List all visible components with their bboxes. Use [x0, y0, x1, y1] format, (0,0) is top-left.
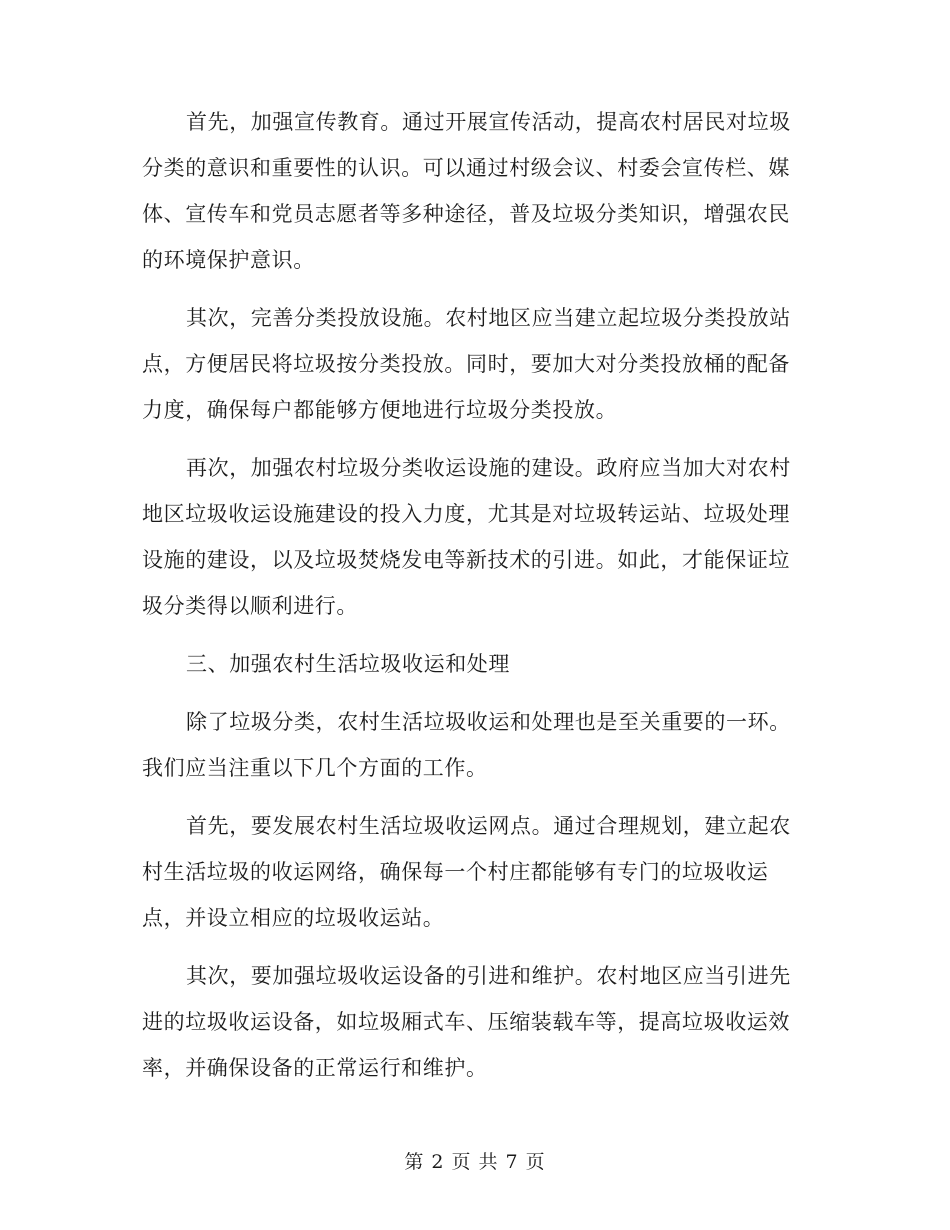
text-line: 首先，要发展农村生活垃圾收运网点。通过合理规划，建立起农: [186, 814, 791, 838]
text-line: 地区垃圾收运设施建设的投入力度，尤其是对垃圾转运站、垃圾处理: [142, 502, 790, 526]
page-number-footer: 第 2 页 共 7 页: [404, 1151, 546, 1173]
text-line: 除了垃圾分类，农村生活垃圾收运和处理也是至关重要的一环。: [186, 710, 791, 734]
text-line: 村生活垃圾的收运网络，确保每一个村庄都能够有专门的垃圾收运: [142, 860, 769, 884]
text-line: 进的垃圾收运设备，如垃圾厢式车、压缩装载车等，提高垃圾收运效: [142, 1010, 790, 1034]
paragraph-equipment: [142, 953, 802, 1091]
text-line: 分类的意识和重要性的认识。可以通过村级会议、村委会宣传栏、媒: [142, 156, 790, 180]
text-line: 我们应当注重以下几个方面的工作。: [142, 756, 488, 780]
text-line: 点，并设立相应的垃圾收运站。: [142, 906, 445, 930]
heading-line: 三、加强农村生活垃圾收运和处理: [186, 652, 510, 676]
paragraph-facilities: [142, 295, 802, 433]
text-line: 率，并确保设备的正常运行和维护。: [142, 1056, 488, 1080]
text-line: 再次，加强农村垃圾分类收运设施的建设。政府应当加大对农村: [186, 456, 791, 480]
paragraph-intro: [142, 699, 802, 791]
text-line: 力度，确保每户都能够方便地进行垃圾分类投放。: [142, 398, 618, 422]
text-line: 首先，加强宣传教育。通过开展宣传活动，提高农村居民对垃圾: [186, 110, 791, 134]
section-heading: [142, 641, 802, 687]
text-line: 点，方便居民将垃圾按分类投放。同时，要加大对分类投放桶的配备: [142, 352, 790, 376]
text-line: 圾分类得以顺利进行。: [142, 594, 358, 618]
paragraph-publicity: [142, 99, 802, 283]
text-line: 设施的建设，以及垃圾焚烧发电等新技术的引进。如此，才能保证垃: [142, 548, 790, 572]
text-line: 的环境保护意识。: [142, 248, 315, 272]
text-line: 体、宣传车和党员志愿者等多种途径，普及垃圾分类知识，增强农民: [142, 202, 790, 226]
paragraph-network: [142, 803, 802, 941]
text-line: 其次，完善分类投放设施。农村地区应当建立起垃圾分类投放站: [186, 306, 791, 330]
text-line: 其次，要加强垃圾收运设备的引进和维护。农村地区应当引进先: [186, 964, 791, 988]
paragraph-transport-construction: [142, 445, 802, 629]
body-text: [142, 99, 802, 1103]
